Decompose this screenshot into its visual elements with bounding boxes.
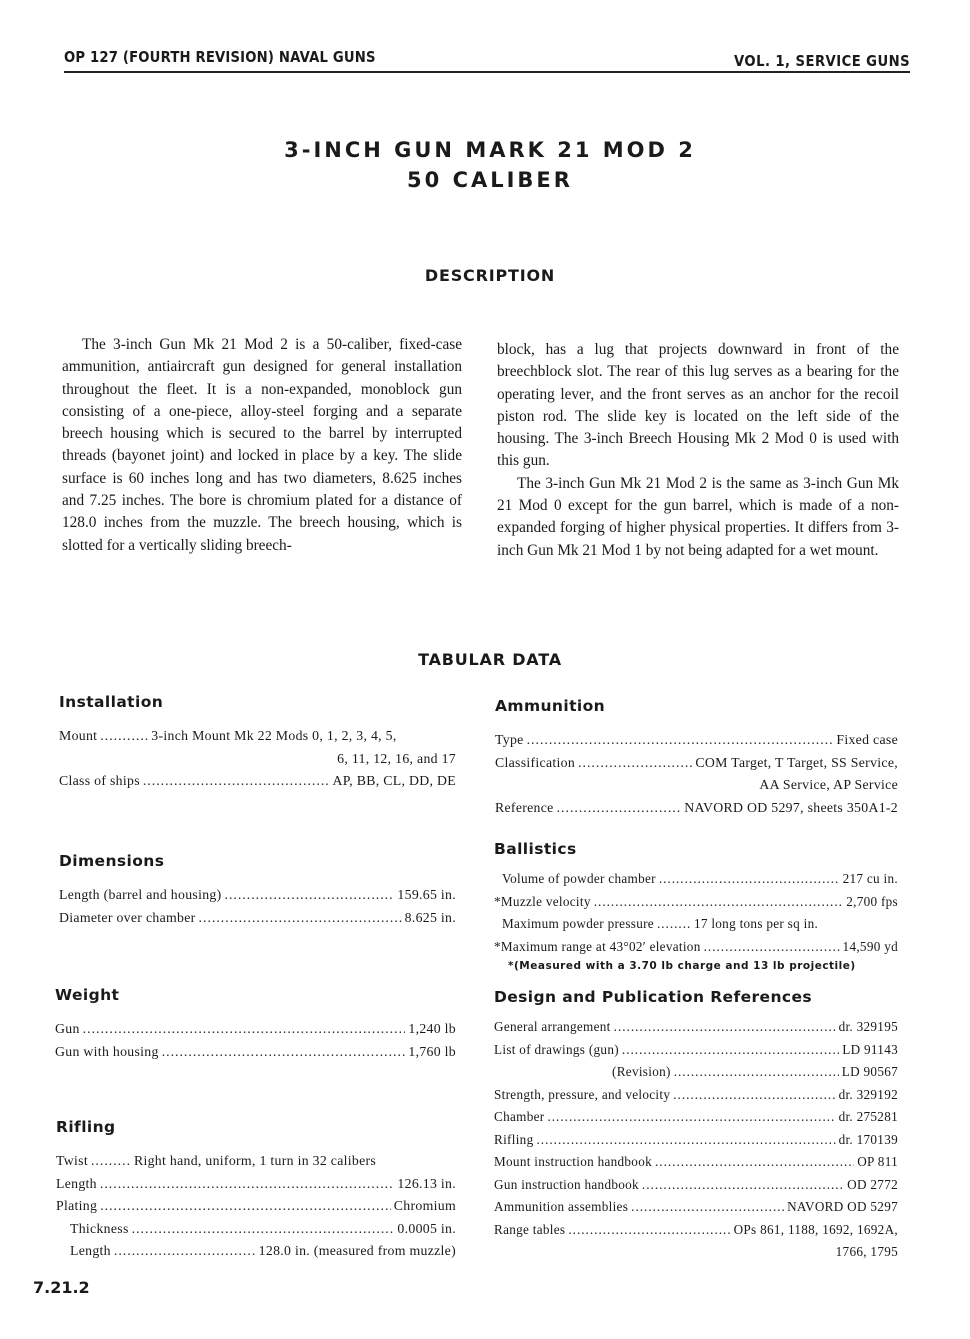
data-row-continued: AA Service, AP Service: [759, 777, 898, 792]
data-row: Mount ..... 3-inch Mount Mk 22 Mods 0, 1, 2, 3, 4, 5,: [59, 725, 456, 748]
references-group: [494, 988, 898, 1264]
ballistics-group: [494, 840, 898, 974]
data-row: Maximum powder pressure ..... 17 long tons per sq in.: [494, 913, 898, 936]
rifling-heading: Rifling: [56, 1118, 116, 1136]
data-row: Gun ..... 1,240 lb: [55, 1018, 456, 1041]
data-row: List of drawings (gun) ..... LD 91143: [494, 1039, 898, 1062]
header-rule: [64, 71, 910, 73]
page-subtitle: 50 CALIBER: [407, 168, 573, 192]
data-row: Twist ..... Right hand, uniform, 1 turn in 32 calibers: [56, 1150, 456, 1173]
data-row: Class of ships ..... AP, BB, CL, DD, DE: [59, 770, 456, 793]
data-row: Mount instruction handbook ..... OP 811: [494, 1151, 898, 1174]
running-header: [64, 44, 910, 74]
weight-group: [55, 986, 456, 1063]
weight-heading: Weight: [55, 986, 120, 1004]
installation-heading: Installation: [59, 693, 164, 711]
description-paragraph: The 3-inch Gun Mk 21 Mod 2 is the same as 3-inch Gun Mk 21 Mod 0 except for the gun barrel, which is made of a non-expanded forging of higher physical properties. It differs from 3-inch Gun Mk 21 Mod 1 by not being adapted for a wet mount.: [497, 474, 899, 559]
ammunition-group: [495, 697, 898, 819]
references-heading: Design and Publication References: [494, 988, 813, 1006]
data-row: Diameter over chamber ..... 8.625 in.: [59, 907, 456, 930]
data-row: Chamber ..... dr. 275281: [494, 1106, 898, 1129]
data-row: Length (barrel and housing) ..... 159.65 in.: [59, 884, 456, 907]
description-paragraph: block, has a lug that projects downward in front of the breechblock slot. The rear of this lug serves as a bearing for the operating lever, and the front serves as an anchor for the recoil piston rod. The slide key is located on the left side of the housing. The 3-inch Breech Housing Mk 2 Mod 0 is used with this gun.: [497, 341, 899, 470]
description-paragraph: The 3-inch Gun Mk 21 Mod 2 is a 50-caliber, fixed-case ammunition, antiaircraft gun designed for general installation throughout the fleet. It is a non-expanded, monoblock gun consisting of a one-piece, alloy-steel forging and a separate breech housing which is secured to the barrel by interrupted threads (bayonet joint) and locked in place by a key. The slide surface is 60 inches long and has two diameters, 8.625 inches and 7.25 inches. The bore is chromium plated for a distance of 128.0 inches from the muzzle. The breech housing, which is slotted for a vertically sliding breech-: [62, 336, 462, 554]
dimensions-group: [59, 852, 456, 929]
data-row: Length ..... 128.0 in. (measured from muzzle): [56, 1240, 456, 1263]
rifling-group: [56, 1118, 456, 1263]
data-row: Reference ..... NAVORD OD 5297, sheets 350A1-2: [495, 797, 898, 820]
data-row: Classification ..... COM Target, T Target, SS Service,: [495, 752, 898, 775]
page-title: 3-INCH GUN MARK 21 MOD 2: [284, 138, 696, 162]
data-row-continued: 6, 11, 12, 16, and 17: [337, 750, 456, 766]
data-row: Gun instruction handbook ..... OD 2772: [494, 1174, 898, 1197]
installation-group: [59, 693, 456, 793]
data-row: Length ..... 126.13 in.: [56, 1173, 456, 1196]
description-heading: DESCRIPTION: [424, 266, 556, 285]
ballistics-heading: Ballistics: [494, 840, 577, 858]
data-row: General arrangement ..... dr. 329195: [494, 1016, 898, 1039]
tabular-data-heading: TABULAR DATA: [418, 650, 562, 669]
data-row-continued: 1766, 1795: [835, 1244, 898, 1259]
data-row: Volume of powder chamber ..... 217 cu in.: [494, 868, 898, 891]
header-publication: OP 127 (FOURTH REVISION) NAVAL GUNS: [64, 48, 376, 66]
page-number: 7.21.2: [33, 1278, 90, 1297]
data-row: Ammunition assemblies ..... NAVORD OD 5297: [494, 1196, 898, 1219]
description-right-column: [497, 339, 899, 562]
data-row: Plating ..... Chromium: [56, 1195, 456, 1218]
data-row: Range tables ..... OPs 861, 1188, 1692, 1692A,: [494, 1219, 898, 1242]
data-row: Rifling ..... dr. 170139: [494, 1129, 898, 1152]
data-row: Type ..... Fixed case: [495, 729, 898, 752]
data-row: Strength, pressure, and velocity ..... dr. 329192: [494, 1084, 898, 1107]
description-left-column: [62, 334, 462, 557]
data-row: Thickness ..... 0.0005 in.: [56, 1218, 456, 1241]
data-row: *Maximum range at 43°02′ elevation ..... 14,590 yd: [494, 936, 898, 959]
ballistics-footnote: *(Measured with a 3.70 lb charge and 13 lb projectile): [508, 960, 856, 972]
data-row: Gun with housing ..... 1,760 lb: [55, 1041, 456, 1064]
dimensions-heading: Dimensions: [59, 852, 165, 870]
data-row: (Revision) ..... LD 90567: [494, 1061, 898, 1084]
header-volume: VOL. 1, SERVICE GUNS: [733, 52, 910, 70]
data-row: *Muzzle velocity ..... 2,700 fps: [494, 891, 898, 914]
ammunition-heading: Ammunition: [495, 697, 606, 715]
